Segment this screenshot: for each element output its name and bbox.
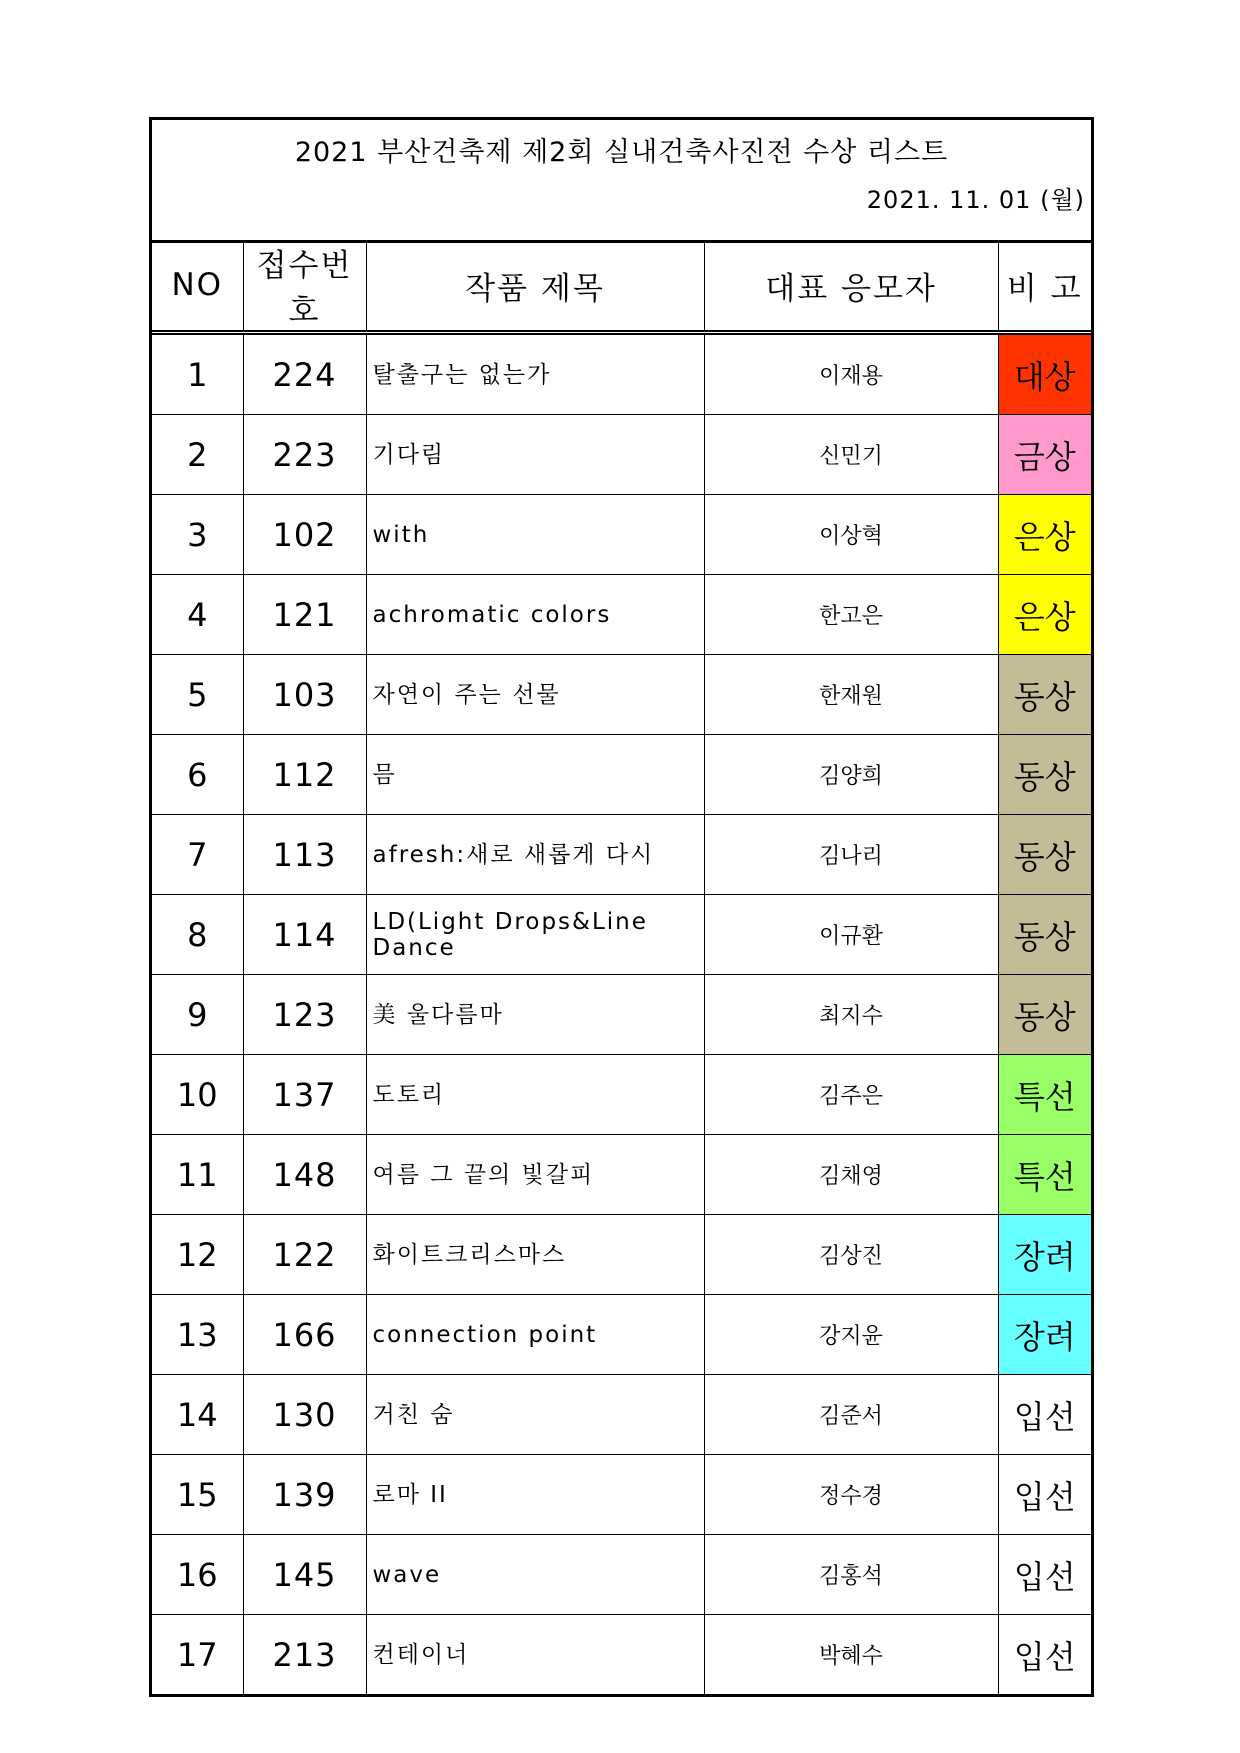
cell-applicant: 이규환: [704, 895, 998, 975]
cell-work-title: 기다림: [366, 415, 704, 495]
cell-award: 동상: [998, 815, 1091, 895]
cell-work-title: afresh:새로 새롭게 다시: [366, 815, 704, 895]
cell-award: 대상: [998, 333, 1091, 415]
cell-no: 8: [152, 895, 243, 975]
cell-award: 입선: [998, 1375, 1091, 1455]
table-row: [152, 655, 1091, 735]
cell-no: 1: [152, 333, 243, 415]
cell-applicant: 강지윤: [704, 1295, 998, 1375]
header-receipt: 접수번호: [243, 240, 366, 333]
table-row: [152, 895, 1091, 975]
cell-award: 입선: [998, 1615, 1091, 1695]
cell-applicant: 한재원: [704, 655, 998, 735]
table-row: [152, 415, 1091, 495]
document-title: 2021 부산건축제 제2회 실내건축사진전 수상 리스트: [294, 137, 949, 168]
cell-applicant: 이재용: [704, 333, 998, 415]
cell-no: 11: [152, 1135, 243, 1215]
cell-no: 12: [152, 1215, 243, 1295]
cell-receipt-number: 102: [243, 495, 366, 575]
cell-award: 특선: [998, 1055, 1091, 1135]
cell-applicant: 이상혁: [704, 495, 998, 575]
cell-award: 동상: [998, 735, 1091, 815]
table-row: [152, 1455, 1091, 1535]
table-row: [152, 1535, 1091, 1615]
cell-receipt-number: 148: [243, 1135, 366, 1215]
cell-work-title: 화이트크리스마스: [366, 1215, 704, 1295]
cell-applicant: 신민기: [704, 415, 998, 495]
header-title: 작품 제목: [366, 240, 704, 333]
cell-applicant: 김양희: [704, 735, 998, 815]
cell-receipt-number: 224: [243, 333, 366, 415]
cell-no: 16: [152, 1535, 243, 1615]
table-row: [152, 1295, 1091, 1375]
cell-receipt-number: 112: [243, 735, 366, 815]
cell-no: 10: [152, 1055, 243, 1135]
cell-award: 장려: [998, 1215, 1091, 1295]
cell-applicant: 한고은: [704, 575, 998, 655]
cell-no: 2: [152, 415, 243, 495]
cell-receipt-number: 103: [243, 655, 366, 735]
table-row: [152, 495, 1091, 575]
header-row: [152, 240, 1091, 333]
cell-work-title: 도토리: [366, 1055, 704, 1135]
cell-work-title: LD(Light Drops&Line Dance: [366, 895, 704, 975]
cell-applicant: 정수경: [704, 1455, 998, 1535]
table-row: [152, 735, 1091, 815]
cell-no: 7: [152, 815, 243, 895]
cell-receipt-number: 213: [243, 1615, 366, 1695]
cell-receipt-number: 121: [243, 575, 366, 655]
cell-no: 13: [152, 1295, 243, 1375]
cell-award: 금상: [998, 415, 1091, 495]
cell-applicant: 김상진: [704, 1215, 998, 1295]
cell-award: 동상: [998, 975, 1091, 1055]
cell-award: 은상: [998, 575, 1091, 655]
cell-no: 15: [152, 1455, 243, 1535]
cell-applicant: 김주은: [704, 1055, 998, 1135]
cell-award: 장려: [998, 1295, 1091, 1375]
header-no: NO: [152, 240, 243, 333]
cell-work-title: 탈출구는 없는가: [366, 333, 704, 415]
table-row: [152, 1615, 1091, 1695]
cell-work-title: connection point: [366, 1295, 704, 1375]
title-block: [152, 120, 1091, 243]
cell-applicant: 김홍석: [704, 1535, 998, 1615]
table-row: [152, 333, 1091, 415]
cell-no: 4: [152, 575, 243, 655]
cell-no: 14: [152, 1375, 243, 1455]
header-applicant: 대표 응모자: [704, 240, 998, 333]
cell-award: 동상: [998, 895, 1091, 975]
cell-award: 은상: [998, 495, 1091, 575]
cell-award: 입선: [998, 1455, 1091, 1535]
table-row: [152, 975, 1091, 1055]
cell-receipt-number: 130: [243, 1375, 366, 1455]
cell-no: 17: [152, 1615, 243, 1695]
cell-work-title: 美 울다름마: [366, 975, 704, 1055]
award-rows: [152, 333, 1091, 1695]
cell-receipt-number: 123: [243, 975, 366, 1055]
cell-receipt-number: 166: [243, 1295, 366, 1375]
table-row: [152, 1055, 1091, 1135]
cell-no: 6: [152, 735, 243, 815]
cell-work-title: 로마 II: [366, 1455, 704, 1535]
cell-applicant: 김나리: [704, 815, 998, 895]
cell-work-title: 거친 숨: [366, 1375, 704, 1455]
cell-award: 특선: [998, 1135, 1091, 1215]
cell-applicant: 김준서: [704, 1375, 998, 1455]
cell-applicant: 박혜수: [704, 1615, 998, 1695]
cell-work-title: with: [366, 495, 704, 575]
cell-receipt-number: 113: [243, 815, 366, 895]
cell-work-title: 자연이 주는 선물: [366, 655, 704, 735]
cell-work-title: wave: [366, 1535, 704, 1615]
table-row: [152, 1375, 1091, 1455]
header-note: 비 고: [998, 240, 1091, 333]
table-row: [152, 1215, 1091, 1295]
cell-receipt-number: 114: [243, 895, 366, 975]
cell-award: 입선: [998, 1535, 1091, 1615]
cell-applicant: 최지수: [704, 975, 998, 1055]
award-table: [152, 240, 1091, 1694]
cell-receipt-number: 145: [243, 1535, 366, 1615]
cell-work-title: 믐: [366, 735, 704, 815]
cell-receipt-number: 139: [243, 1455, 366, 1535]
cell-no: 5: [152, 655, 243, 735]
cell-no: 9: [152, 975, 243, 1055]
cell-receipt-number: 122: [243, 1215, 366, 1295]
cell-work-title: 컨테이너: [366, 1615, 704, 1695]
cell-work-title: 여름 그 끝의 빛갈피: [366, 1135, 704, 1215]
cell-no: 3: [152, 495, 243, 575]
cell-work-title: achromatic colors: [366, 575, 704, 655]
table-row: [152, 1135, 1091, 1215]
cell-award: 동상: [998, 655, 1091, 735]
cell-applicant: 김채영: [704, 1135, 998, 1215]
cell-receipt-number: 223: [243, 415, 366, 495]
document-date: 2021. 11. 01 (월): [866, 186, 1085, 214]
table-row: [152, 575, 1091, 655]
cell-receipt-number: 137: [243, 1055, 366, 1135]
table-row: [152, 815, 1091, 895]
award-list-sheet: [149, 117, 1094, 1697]
